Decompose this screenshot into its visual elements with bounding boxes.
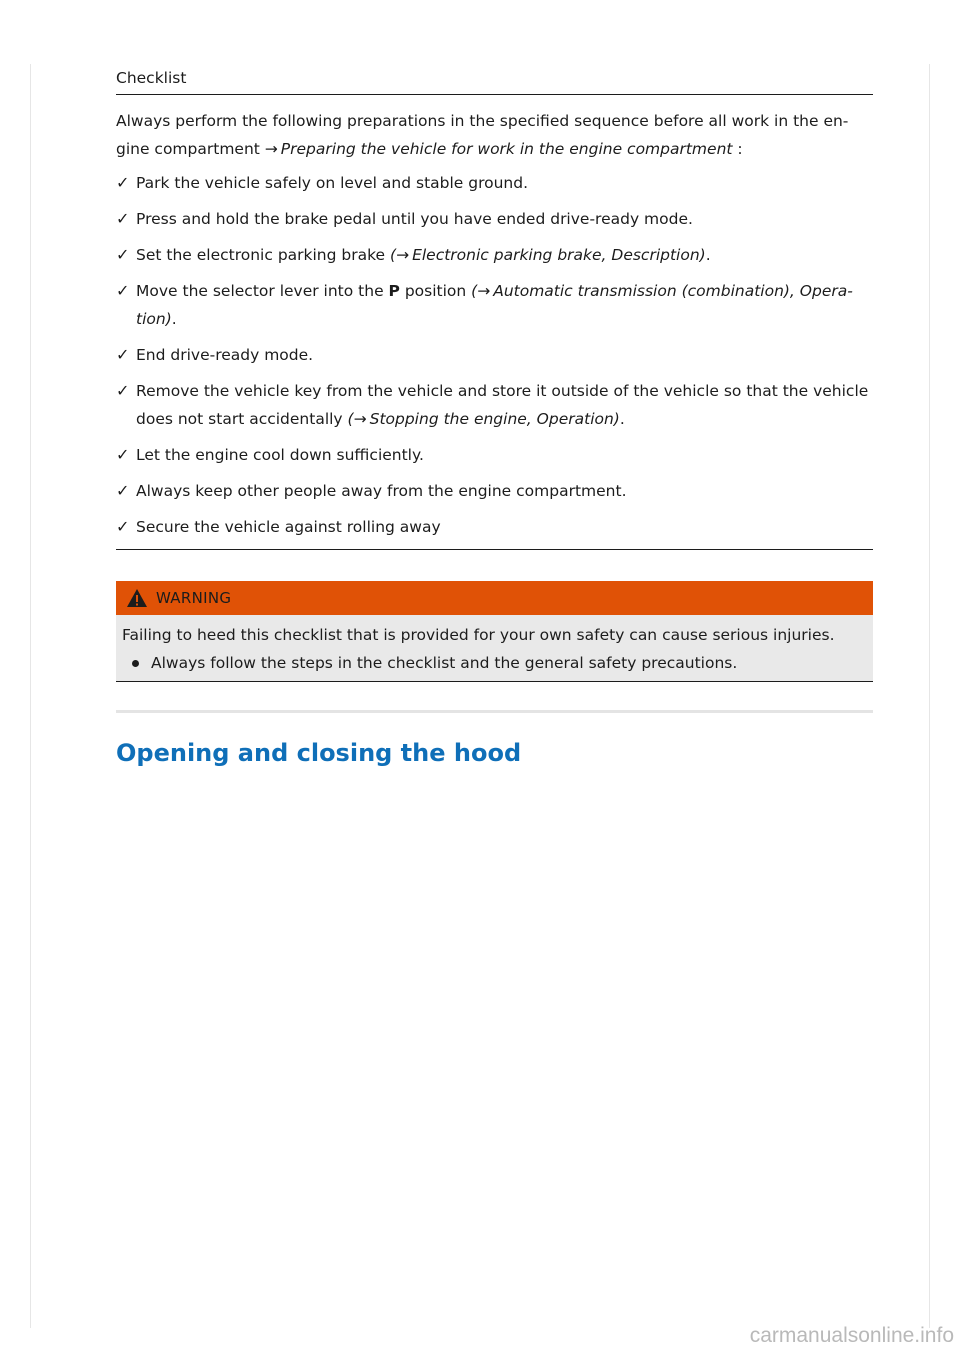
checklist-item-text-after: position bbox=[399, 282, 472, 300]
checklist-item-text: End drive-ready mode. bbox=[136, 346, 314, 364]
checklist-item-text: Always keep other people away from the engine compartment. bbox=[136, 482, 627, 500]
section-divider bbox=[116, 710, 873, 713]
check-icon: ✓ bbox=[116, 481, 130, 500]
page-margin-rule-left bbox=[30, 64, 31, 1328]
warning-title: WARNING bbox=[156, 589, 232, 607]
section-heading: Opening and closing the hood bbox=[116, 739, 522, 767]
warning-bullet-text: Always follow the steps in the checklist and the general safety precautions. bbox=[151, 654, 738, 672]
link-text: Electronic parking brake, Description) bbox=[412, 246, 706, 264]
checklist-item-text: Remove the vehicle key from the vehicle and store it outside of the vehicle so that the vehicle does not start accidentally bbox=[136, 382, 869, 428]
intro-link[interactable] bbox=[265, 140, 733, 158]
warning-body bbox=[116, 615, 873, 681]
check-icon: ✓ bbox=[116, 445, 130, 464]
checklist-item bbox=[116, 241, 873, 269]
arrow-right-icon: → bbox=[396, 246, 410, 264]
checklist bbox=[116, 169, 873, 541]
intro-text-line2: gine compartment bbox=[116, 140, 265, 158]
checklist-item bbox=[116, 169, 873, 197]
check-icon: ✓ bbox=[116, 381, 130, 400]
item-suffix: . bbox=[171, 310, 177, 328]
checklist-item bbox=[116, 377, 873, 433]
checklist-item-text: Secure the vehicle against rolling away bbox=[136, 518, 441, 536]
warning-box bbox=[116, 581, 873, 682]
intro-paragraph bbox=[116, 107, 873, 163]
item-suffix: . bbox=[619, 410, 625, 428]
checklist-item-text: Press and hold the brake pedal until you have ended drive-ready mode. bbox=[136, 210, 693, 228]
checklist-item bbox=[116, 341, 873, 369]
warning-triangle-icon bbox=[126, 588, 148, 608]
checklist-item bbox=[116, 277, 873, 333]
checklist-item bbox=[116, 513, 873, 541]
checklist-divider bbox=[116, 549, 873, 550]
checklist-item-text: Park the vehicle safely on level and stable ground. bbox=[136, 174, 529, 192]
check-icon: ✓ bbox=[116, 517, 130, 536]
intro-text-line1: Always perform the following preparations in the specified sequence before all work in the en- bbox=[116, 112, 849, 130]
check-icon: ✓ bbox=[116, 173, 130, 192]
stopping-engine-link[interactable]: (→ Stopping the engine, Operation) bbox=[348, 410, 620, 428]
section-title: Checklist bbox=[116, 66, 873, 95]
link-text: Automatic transmission (combination), Opera-tion) bbox=[136, 282, 853, 328]
intro-suffix: : bbox=[732, 140, 743, 158]
check-icon: ✓ bbox=[116, 209, 130, 228]
page-content bbox=[116, 66, 873, 769]
arrow-right-icon: → bbox=[477, 282, 491, 300]
arrow-right-icon: → bbox=[264, 140, 278, 158]
arrow-right-icon: → bbox=[353, 410, 367, 428]
checklist-item bbox=[116, 205, 873, 233]
checklist-item-text: Let the engine cool down sufficiently. bbox=[136, 446, 424, 464]
warning-header bbox=[116, 581, 873, 615]
warning-text: Failing to heed this checklist that is provided for your own safety can cause serious injuries. bbox=[122, 626, 835, 644]
page-margin-rule-right bbox=[929, 64, 930, 1328]
check-icon: ✓ bbox=[116, 281, 130, 300]
warning-bullet-item bbox=[122, 649, 867, 677]
selector-position-label: P bbox=[388, 282, 400, 300]
item-suffix: . bbox=[705, 246, 711, 264]
checklist-item-text: Move the selector lever into the bbox=[136, 282, 389, 300]
automatic-transmission-link[interactable]: (→ Automatic transmission (combination), Opera-tion) bbox=[136, 282, 853, 328]
checklist-item-text: Set the electronic parking brake bbox=[136, 246, 390, 264]
checklist-item bbox=[116, 441, 873, 469]
link-text: Stopping the engine, Operation) bbox=[369, 410, 620, 428]
check-icon: ✓ bbox=[116, 245, 130, 264]
electronic-parking-brake-link[interactable]: (→ Electronic parking brake, Description) bbox=[390, 246, 706, 264]
check-icon: ✓ bbox=[116, 345, 130, 364]
watermark-logo: carmanualsonline.info bbox=[749, 1324, 954, 1347]
bullet-icon bbox=[132, 660, 139, 667]
checklist-item bbox=[116, 477, 873, 505]
intro-link-text: Preparing the vehicle for work in the engine compartment bbox=[280, 140, 733, 158]
